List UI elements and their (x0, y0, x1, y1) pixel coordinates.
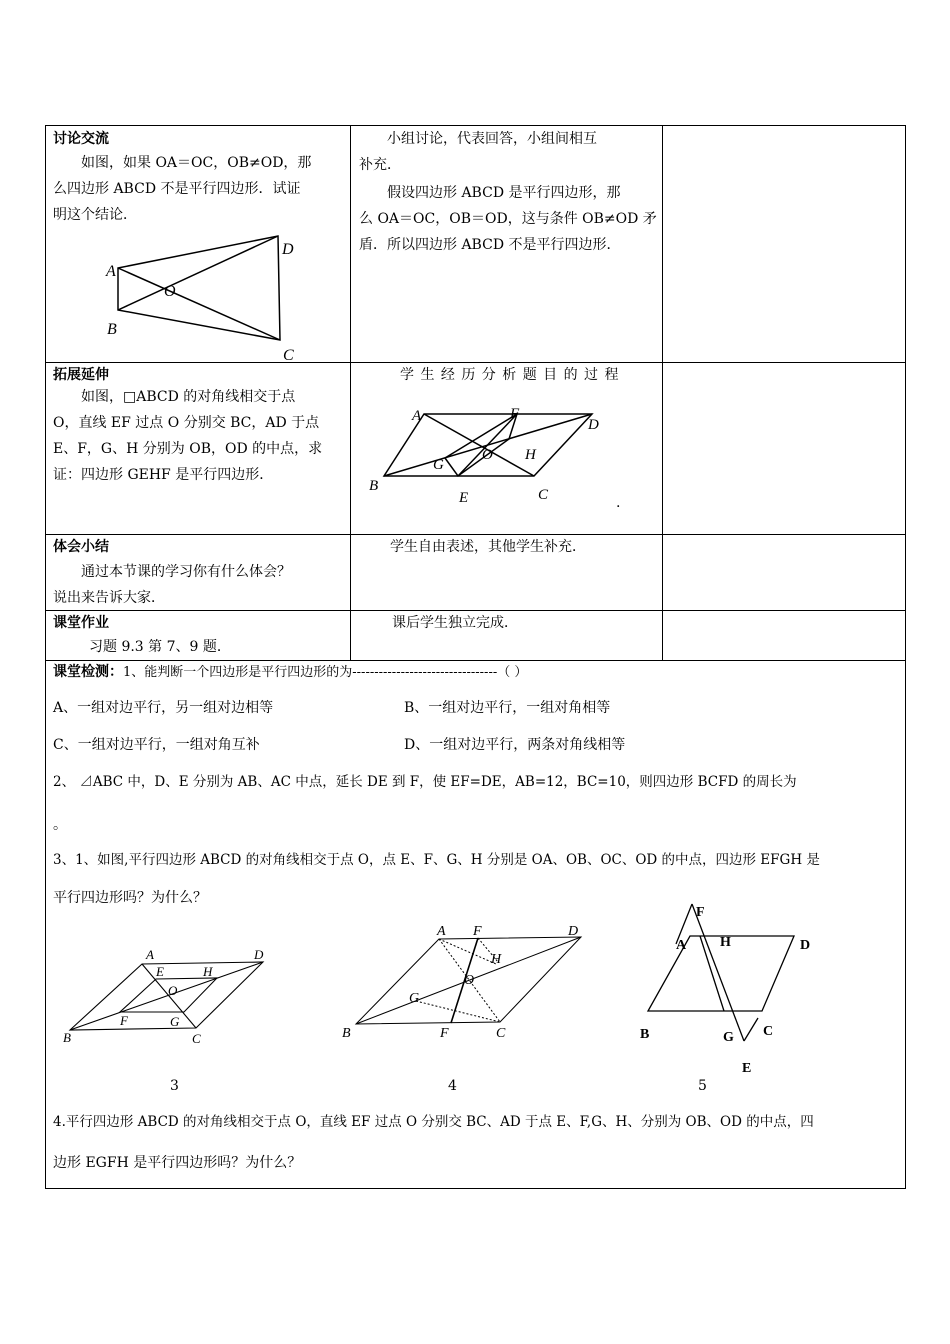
figure-4-caption: 4 (448, 1078, 457, 1094)
test-question-4-cont: 边形 EGFH 是平行四边形吗？为什么？ (53, 1155, 302, 1171)
point-label-o: O (482, 447, 493, 463)
homework-problem: 习题 9.3 第 7、9 题． (89, 639, 231, 655)
figure-3 (58, 940, 278, 1050)
extension-problem-line: 证：四边形 GEHF 是平行四边形． (53, 467, 274, 483)
extension-problem (53, 384, 345, 488)
test-question-2-end: 。 (53, 817, 67, 833)
point-label-a: A (146, 947, 154, 962)
extension-figure (362, 400, 622, 510)
point-label-b: B (640, 1027, 650, 1042)
discussion-response (359, 126, 657, 258)
point-label-a: A (437, 924, 446, 939)
point-label-d: D (800, 938, 811, 953)
point-label-h: H (491, 952, 502, 967)
segment-ah (439, 939, 496, 964)
point-label-h: H (203, 964, 213, 979)
extension-heading: 拓展延伸 (53, 367, 109, 383)
point-label-c: C (192, 1031, 201, 1046)
point-label-b: B (369, 478, 379, 494)
diagonal-ac (118, 268, 280, 340)
discussion-response-line: 么 OA＝OC，OB＝OD，这与条件 OB≠OD 矛 (359, 211, 657, 227)
extension-response: 学 生 经 历 分 析 题 目 的 过 程 (400, 367, 620, 383)
point-label-o: O (168, 983, 178, 998)
discussion-heading: 讨论交流 (53, 131, 109, 147)
figure-4 (336, 916, 596, 1046)
extension-problem-line: 如图，□ABCD 的对角线相交于点 (81, 389, 296, 405)
point-label-c: C (538, 487, 549, 503)
point-label-g: G (433, 457, 444, 473)
summary-problem-line: 通过本节课的学习你有什么体会？ (81, 564, 291, 580)
homework-response: 课后学生独立完成． (392, 615, 518, 631)
discussion-response-line: 盾．所以四边形 ABCD 不是平行四边形． (359, 237, 621, 253)
column-divider (350, 126, 351, 660)
point-label-a: A (676, 938, 687, 953)
test-question-4: 4.平行四边形 ABCD 的对角线相交于点 O，直线 EF 过点 O 分别交 BC、AD 于点 E、F,G、H、分别为 OB、OD 的中点，四 (53, 1114, 814, 1130)
point-label-f: F (473, 924, 482, 939)
extension-problem-line: O，直线 EF 过点 O 分别交 BC，AD 于点 (53, 415, 320, 431)
summary-problem (53, 559, 345, 611)
test-question-3-cont: 平行四边形吗？为什么？ (53, 890, 207, 906)
test-question-1 (53, 662, 903, 683)
point-label-e: E (742, 1061, 752, 1076)
line-fe (692, 904, 744, 1041)
point-label-h: H (720, 935, 731, 950)
point-label-f-lower: F (440, 1026, 449, 1041)
discussion-response-line: 补充． (359, 157, 401, 173)
point-label-e: E (459, 490, 469, 506)
discussion-problem-line: 明这个结论． (53, 207, 137, 223)
discussion-problem-line: 如图，如果 OA＝OC，OB≠OD，那 (81, 155, 312, 171)
option-c: C、一组对边平行，一组对角互补 (53, 737, 260, 753)
point-label-e: E (156, 964, 164, 979)
extension-problem-line: E、F，G、H 分别为 OB，OD 的中点，求 (53, 441, 323, 457)
figure-5 (636, 896, 826, 1086)
option-d: D、一组对边平行，两条对角线相等 (404, 737, 626, 753)
figure-5-caption: 5 (698, 1078, 707, 1094)
discussion-response-line: 小组讨论，代表回答，小组间相互 (387, 131, 597, 147)
figure-3-caption: 3 (170, 1078, 179, 1094)
point-label-b: B (342, 1026, 351, 1041)
point-label-f: F (510, 406, 520, 422)
point-label-f: F (696, 905, 705, 920)
point-label-b: B (63, 1030, 71, 1045)
column-divider (662, 126, 663, 660)
line-ge (744, 1018, 758, 1041)
point-label-g: G (409, 991, 420, 1006)
summary-problem-line: 说出来告诉大家． (53, 590, 165, 606)
point-label-a: A (412, 408, 422, 424)
discussion-problem (53, 150, 345, 228)
summary-heading: 体会小结 (53, 539, 109, 555)
homework-heading: 课堂作业 (53, 615, 109, 631)
point-label-o: O (464, 973, 475, 988)
point-label-c: C (496, 1026, 506, 1041)
discussion-problem-line: 么四边形 ABCD 不是平行四边形．试证 (53, 181, 301, 197)
diagonal-bd (70, 962, 263, 1030)
point-label-c: C (763, 1024, 774, 1039)
discussion-figure (100, 228, 310, 363)
point-label-d: D (254, 947, 264, 962)
diagonal-bd (118, 236, 278, 310)
discussion-response-line: 假设四边形 ABCD 是平行四边形，那 (387, 185, 621, 201)
point-label-d: D (588, 417, 599, 433)
point-label-c: C (283, 347, 294, 363)
option-a: A、一组对边平行，另一组对边相等 (53, 700, 274, 716)
quadrilateral-gehf (445, 414, 517, 476)
test-question-3: 3、1、如图,平行四边形 ABCD 的对角线相交于点 O，点 E、F、G、H 分别是 OA、OB、OC、OD 的中点，四边形 EFGH 是 (53, 852, 820, 868)
point-label-o: O (164, 283, 176, 300)
row-divider (46, 660, 905, 661)
extension-response-end: . (616, 495, 621, 511)
test-label: 课堂检测： (53, 664, 123, 680)
question-1-text: 1、能判断一个四边形是平行四边形的为---------------------------------（ ） (123, 665, 528, 680)
quadrilateral-abcd (118, 236, 280, 340)
point-label-h: H (525, 447, 536, 463)
point-label-g: G (723, 1030, 734, 1045)
option-b: B、一组对边平行，一组对角相等 (404, 700, 611, 716)
summary-response: 学生自由表述，其他学生补充． (390, 539, 586, 555)
point-label-g: G (170, 1014, 180, 1029)
point-label-a: A (106, 263, 116, 280)
point-label-d: D (282, 241, 294, 258)
point-label-f: F (120, 1013, 128, 1028)
point-label-d: D (568, 924, 579, 939)
test-question-2: 2、 ⊿ABC 中，D、E 分别为 AB、AC 中点，延长 DE 到 F，使 EF=DE，AB=12，BC=10，则四边形 BCFD 的周长为 (53, 774, 797, 790)
point-label-b: B (107, 321, 117, 338)
